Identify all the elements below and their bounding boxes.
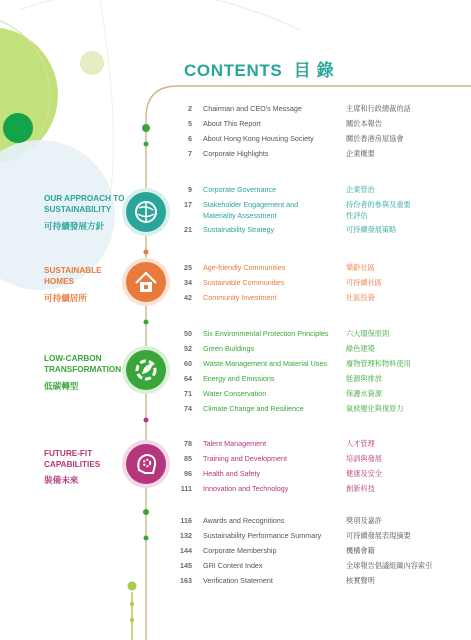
leaf-icon <box>126 350 166 390</box>
entry-en: Green Buildings <box>203 344 255 353</box>
toc-row[interactable] <box>170 132 470 146</box>
entry-zh: 人才管理 <box>346 439 375 448</box>
entry-zh: 綠色建築 <box>346 344 375 353</box>
entry-en: Training and Development <box>203 454 288 463</box>
page-number: 144 <box>180 546 192 555</box>
section-zh-low-carbon: 低碳轉型 <box>44 381 79 391</box>
toc-row[interactable] <box>170 574 470 588</box>
entry-en: Chairman and CEO's Message <box>203 104 302 113</box>
entry-zh: 廢物管理和物料使用 <box>346 359 411 368</box>
toc-row[interactable] <box>170 183 470 197</box>
entry-en: Sustainability Performance Summary <box>203 531 322 540</box>
entry-en: Sustainable Communities <box>203 278 285 287</box>
page-number: 34 <box>184 278 192 287</box>
page-number: 42 <box>184 293 192 302</box>
title-zh: 目 錄 <box>293 61 335 80</box>
entry-zh: 核實聲明 <box>346 576 375 585</box>
section-label-homes: SUSTAINABLE HOMES <box>44 266 102 286</box>
entry-en: Stakeholder Engagement and Materiality Assessment <box>203 200 299 220</box>
entry-zh: 能源與排放 <box>346 374 382 383</box>
entry-en: Awards and Recognitions <box>203 516 285 525</box>
toc-row[interactable] <box>170 291 470 305</box>
entry-en: About Hong Kong Housing Society <box>203 134 314 143</box>
entry-zh: 創新科技 <box>346 484 375 493</box>
entry-zh: 全球報告倡議組織內容索引 <box>346 561 433 570</box>
toc-row[interactable] <box>170 514 470 528</box>
entry-en: Corporate Governance <box>203 185 277 194</box>
toc-row[interactable] <box>170 117 470 131</box>
toc-row[interactable] <box>170 452 470 466</box>
house-icon <box>126 262 166 302</box>
entry-en: Waste Management and Material Uses <box>203 359 327 368</box>
entry-en: Six Environmental Protection Principles <box>203 329 329 338</box>
page-number: 21 <box>184 225 192 234</box>
page-number: 17 <box>184 200 192 209</box>
entry-zh: 樂齡社區 <box>346 263 375 272</box>
page-number: 163 <box>180 576 192 585</box>
toc-row[interactable] <box>170 559 470 573</box>
entry-en: Verification Statement <box>203 576 273 585</box>
entry-en: Sustainability Strategy <box>203 225 275 234</box>
page-number: 111 <box>180 484 192 493</box>
toc-row[interactable] <box>170 402 470 416</box>
entry-en: Energy and Emissions <box>203 374 275 383</box>
page-number: 85 <box>184 454 192 463</box>
entry-zh: 關於香港房屋協會 <box>346 134 404 143</box>
entry-zh: 社區投資 <box>346 293 375 302</box>
globe-icon <box>126 192 166 232</box>
entry-en: Corporate Membership <box>203 546 277 555</box>
toc-row[interactable] <box>170 467 470 481</box>
toc-row[interactable] <box>170 529 470 543</box>
entry-zh: 機構會籍 <box>346 546 375 555</box>
page-number: 96 <box>184 469 192 478</box>
entry-en: GRI Content Index <box>203 561 263 570</box>
section-zh-homes: 可持續居所 <box>44 293 87 303</box>
page-number: 2 <box>188 104 192 113</box>
page-number: 7 <box>188 149 192 158</box>
toc-row[interactable] <box>170 544 470 558</box>
entry-zh: 氣候變化與復原力 <box>346 404 404 413</box>
page-number: 25 <box>184 263 192 272</box>
page-number: 6 <box>188 134 192 143</box>
entry-zh: 健康及安全 <box>346 469 382 478</box>
page-number: 78 <box>184 439 192 448</box>
entry-en: Climate Change and Resilience <box>203 404 304 413</box>
section-label-sustainability: OUR APPROACH TO SUSTAINABILITY <box>44 194 125 214</box>
entry-en: Health and Safety <box>203 469 261 478</box>
page-number: 74 <box>184 404 192 413</box>
entry-zh: 可持續發展表現摘要 <box>346 531 411 540</box>
entry-zh: 企業概要 <box>346 149 375 158</box>
toc-row[interactable] <box>170 147 470 161</box>
entry-zh: 企業管治 <box>346 185 375 194</box>
toc-row[interactable] <box>170 387 470 401</box>
page-number: 9 <box>188 185 192 194</box>
toc-row[interactable] <box>170 342 470 356</box>
entry-zh: 保護水資源 <box>346 389 382 398</box>
entry-zh: 可持續社區 <box>346 278 382 287</box>
section-zh-sustainability: 可持續發展方針 <box>44 221 105 231</box>
page-number: 60 <box>184 359 192 368</box>
toc-row[interactable] <box>170 261 470 275</box>
entry-zh: 獎項及嘉許 <box>346 516 382 525</box>
toc-row[interactable] <box>170 223 470 237</box>
entry-zh: 持份者的參與及重要性評估 <box>346 200 411 220</box>
page-number: 132 <box>180 531 192 540</box>
entry-en: Age-friendly Communities <box>203 263 286 272</box>
toc-row[interactable] <box>170 276 470 290</box>
entry-en: Water Conservation <box>203 389 267 398</box>
entry-en: Community Investment <box>203 293 277 302</box>
entry-en: Talent Management <box>203 439 267 448</box>
section-label-future-fit: FUTURE-FIT CAPABILITIES <box>44 449 101 469</box>
page-number: 52 <box>184 344 192 353</box>
toc-row[interactable] <box>170 372 470 386</box>
page-number: 116 <box>180 516 192 525</box>
brain-gear-icon <box>126 444 166 484</box>
entry-zh: 主席和行政總裁的話 <box>346 104 411 113</box>
page-number: 50 <box>184 329 192 338</box>
section-zh-future-fit: 裝備未來 <box>44 475 79 485</box>
toc-row[interactable] <box>170 437 470 451</box>
page-number: 71 <box>184 389 192 398</box>
entry-zh: 可持續發展策略 <box>346 225 397 234</box>
toc-row[interactable] <box>170 102 470 116</box>
entry-zh: 培訓與發展 <box>346 454 382 463</box>
toc-row[interactable] <box>170 357 470 371</box>
toc-row[interactable] <box>170 198 470 222</box>
toc-row[interactable] <box>170 482 470 496</box>
entry-en: Innovation and Technology <box>203 484 289 493</box>
page-number: 5 <box>188 119 192 128</box>
entry-en: Corporate Highlights <box>203 149 269 158</box>
entry-en: About This Report <box>203 119 261 128</box>
entry-zh: 六大環保原則 <box>346 329 390 338</box>
page-number: 145 <box>180 561 192 570</box>
title-en: CONTENTS <box>184 61 283 80</box>
toc-row[interactable] <box>170 327 470 341</box>
entry-zh: 關於本報告 <box>346 119 382 128</box>
page-number: 64 <box>184 374 192 383</box>
section-label-low-carbon: LOW-CARBON TRANSFORMATION <box>44 354 122 374</box>
